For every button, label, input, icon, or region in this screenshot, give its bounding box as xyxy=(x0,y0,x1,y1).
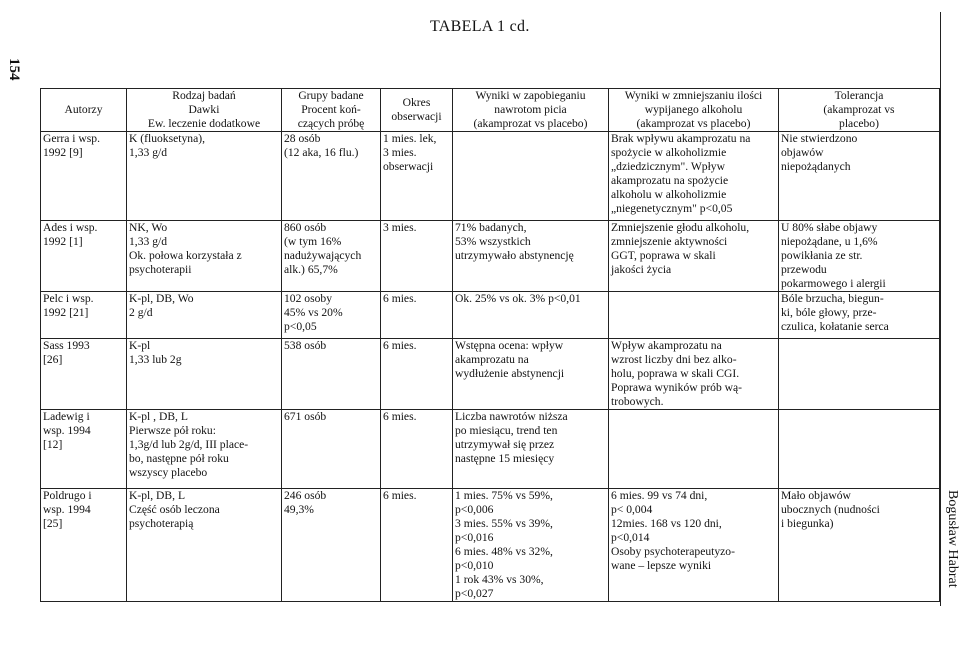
cell-relapse-results xyxy=(453,410,609,489)
table-caption: TABELA 1 cd. xyxy=(430,18,530,35)
cell-line: 1,33 g/d xyxy=(129,146,168,159)
cell-line: pokarmowego i alergii xyxy=(781,277,886,290)
cell-line: utrzymywał się przez xyxy=(455,438,555,451)
cell-line: K-pl xyxy=(129,339,151,352)
header-line: Tolerancja xyxy=(834,89,884,102)
cell-line: wsp. 1994 xyxy=(43,503,91,516)
cell-consumption-results xyxy=(609,132,779,221)
cell-line: 71% badanych, xyxy=(455,221,527,234)
margin-rule xyxy=(940,12,941,606)
header-line: Dawki xyxy=(188,103,220,116)
cell-observation xyxy=(381,221,453,292)
cell-tolerance xyxy=(779,292,940,339)
cell-study-type xyxy=(127,489,282,602)
cell-relapse-results xyxy=(453,132,609,221)
table-row xyxy=(41,221,940,292)
cell-line: Mało objawów xyxy=(781,489,851,502)
cell-line: czulica, kołatanie serca xyxy=(781,320,889,333)
cell-study-type xyxy=(127,292,282,339)
cell-line: wszyscy placebo xyxy=(129,466,208,479)
cell-line: ubocznych (nudności xyxy=(781,503,880,516)
cell-study-type xyxy=(127,339,282,410)
cell-groups xyxy=(282,489,381,602)
cell-line: wzrost liczby dni bez alko- xyxy=(611,353,737,366)
cell-line: [26] xyxy=(43,353,63,366)
cell-line: 1 rok 43% vs 30%, xyxy=(455,573,544,586)
cell-line: p< 0,004 xyxy=(611,503,653,516)
cell-line: NK, Wo xyxy=(129,221,168,234)
cell-line: wsp. 1994 xyxy=(43,424,91,437)
table-body xyxy=(41,132,940,602)
cell-groups xyxy=(282,292,381,339)
cell-line: p<0,014 xyxy=(611,531,650,544)
cell-groups xyxy=(282,339,381,410)
cell-line: 3 mies. 55% vs 39%, xyxy=(455,517,553,530)
header-line: Grupy badane xyxy=(298,89,364,102)
cell-line: Wstępna ocena: wpływ xyxy=(455,339,564,352)
acamprosate-studies-table xyxy=(40,88,940,602)
cell-line: K (fluoksetyna), xyxy=(129,132,205,145)
cell-line: Pelc i wsp. xyxy=(43,292,94,305)
cell-groups xyxy=(282,132,381,221)
cell-observation xyxy=(381,410,453,489)
cell-line: p<0,010 xyxy=(455,559,494,572)
header-line: Okres xyxy=(402,96,431,109)
cell-line: „dziedzicznym". Wpływ xyxy=(611,160,725,173)
table-row xyxy=(41,410,940,489)
cell-line: Sass 1993 xyxy=(43,339,90,352)
cell-line: psychoterapią xyxy=(129,517,194,530)
cell-line: powikłania ze str. xyxy=(781,249,863,262)
header-line: Procent koń- xyxy=(301,103,361,116)
cell-line: Ades i wsp. xyxy=(43,221,98,234)
cell-line: psychoterapii xyxy=(129,263,192,276)
column-header-consumption-results xyxy=(609,89,779,132)
cell-groups xyxy=(282,221,381,292)
cell-line: Ok. połowa korzystała z xyxy=(129,249,242,262)
cell-line: „niegenetycznym" p<0,05 xyxy=(611,202,733,215)
cell-line: objawów xyxy=(781,146,824,159)
cell-line: 3 mies. xyxy=(383,221,417,234)
page-number-container xyxy=(6,18,44,81)
cell-tolerance xyxy=(779,339,940,410)
cell-line: Poprawa wyników prób wą- xyxy=(611,381,743,394)
cell-tolerance xyxy=(779,132,940,221)
cell-line: 12mies. 168 vs 120 dni, xyxy=(611,517,722,530)
cell-line: spożycie w alkoholizmie xyxy=(611,146,727,159)
cell-line: K-pl , DB, L xyxy=(129,410,188,423)
cell-line: (w tym 16% xyxy=(284,235,342,248)
cell-line: 6 mies. xyxy=(383,292,417,305)
cell-line: 2 g/d xyxy=(129,306,153,319)
cell-line: K-pl, DB, Wo xyxy=(129,292,194,305)
cell-line: alkoholu w alkoholizmie xyxy=(611,188,727,201)
header-line: (akamprozat vs xyxy=(823,103,895,116)
table-row xyxy=(41,489,940,602)
cell-line: akamprozatu na xyxy=(455,353,529,366)
cell-line: trobowych. xyxy=(611,395,664,408)
column-header-relapse-results xyxy=(453,89,609,132)
column-header-groups xyxy=(282,89,381,132)
cell-line: alk.) 65,7% xyxy=(284,263,338,276)
cell-line: Bóle brzucha, biegun- xyxy=(781,292,884,305)
cell-observation xyxy=(381,339,453,410)
cell-line: Pierwsze pół roku: xyxy=(129,424,216,437)
cell-line: 1992 [1] xyxy=(43,235,83,248)
table-row xyxy=(41,292,940,339)
column-header-authors xyxy=(41,89,127,132)
cell-line: 49,3% xyxy=(284,503,314,516)
cell-line: Ok. 25% vs ok. 3% p<0,01 xyxy=(455,292,581,305)
cell-line: 671 osób xyxy=(284,410,327,423)
running-head-author: Bogusław Habrat xyxy=(945,490,960,588)
cell-line: 1992 [21] xyxy=(43,306,89,319)
cell-line: 6 mies. xyxy=(383,339,417,352)
cell-line: 6 mies. xyxy=(383,410,417,423)
header-line: wypijanego alkoholu xyxy=(644,103,743,116)
cell-line: niepożądane, u 1,6% xyxy=(781,235,878,248)
cell-line: 45% vs 20% xyxy=(284,306,343,319)
cell-line: 1 mies. lek, xyxy=(383,132,437,145)
cell-line: U 80% słabe objawy xyxy=(781,221,878,234)
cell-relapse-results xyxy=(453,292,609,339)
cell-line: utrzymywało abstynencję xyxy=(455,249,574,262)
cell-authors xyxy=(41,410,127,489)
cell-authors xyxy=(41,489,127,602)
cell-observation xyxy=(381,489,453,602)
header-line: (akamprozat vs placebo) xyxy=(636,117,751,130)
header-line: placebo) xyxy=(839,117,879,130)
page-number: 154 xyxy=(6,58,22,81)
header-line: Wyniki w zapobieganiu xyxy=(475,89,586,102)
cell-line: 1,33 g/d xyxy=(129,235,168,248)
cell-line: Zmniejszenie głodu alkoholu, xyxy=(611,221,750,234)
header-line: czących próbę xyxy=(297,117,365,130)
cell-study-type xyxy=(127,410,282,489)
cell-line: niepożądanych xyxy=(781,160,851,173)
cell-observation xyxy=(381,292,453,339)
header-line: (akamprozat vs placebo) xyxy=(473,117,588,130)
cell-line: holu, poprawa w skali CGI. xyxy=(611,367,740,380)
cell-line: 6 mies. 48% vs 32%, xyxy=(455,545,553,558)
cell-line: Gerra i wsp. xyxy=(43,132,100,145)
header-line: nawrotom picia xyxy=(494,103,567,116)
cell-consumption-results xyxy=(609,292,779,339)
cell-authors xyxy=(41,221,127,292)
cell-tolerance xyxy=(779,489,940,602)
header-line: obserwacji xyxy=(391,110,442,123)
cell-line: 1 mies. 75% vs 59%, xyxy=(455,489,553,502)
cell-line: 6 mies. xyxy=(383,489,417,502)
cell-line: 1,3g/d lub 2g/d, III place- xyxy=(129,438,249,451)
cell-authors xyxy=(41,292,127,339)
cell-relapse-results xyxy=(453,339,609,410)
cell-line: 1,33 lub 2g xyxy=(129,353,182,366)
cell-line: przewodu xyxy=(781,263,827,276)
cell-line: Osoby psychoterapeutyzo- xyxy=(611,545,735,558)
cell-groups xyxy=(282,410,381,489)
table-row xyxy=(41,132,940,221)
cell-line: wane – lepsze wyniki xyxy=(611,559,712,572)
cell-line: po miesiącu, trend ten xyxy=(455,424,558,437)
cell-line: p<0,006 xyxy=(455,503,494,516)
cell-line: 3 mies. xyxy=(383,146,417,159)
cell-line: 538 osób xyxy=(284,339,327,352)
cell-authors xyxy=(41,132,127,221)
header-line: Rodzaj badań xyxy=(172,89,236,102)
cell-line: 28 osób xyxy=(284,132,321,145)
cell-line: wydłużenie abstynencji xyxy=(455,367,565,380)
header-line: Wyniki w zmniejszaniu ilości xyxy=(624,89,763,102)
cell-line: [25] xyxy=(43,517,63,530)
cell-consumption-results xyxy=(609,339,779,410)
running-head-container xyxy=(945,490,960,610)
cell-line: Ladewig i xyxy=(43,410,90,423)
cell-authors xyxy=(41,339,127,410)
cell-study-type xyxy=(127,132,282,221)
cell-line: nadużywających xyxy=(284,249,362,262)
cell-tolerance xyxy=(779,410,940,489)
cell-consumption-results xyxy=(609,489,779,602)
cell-line: Nie stwierdzono xyxy=(781,132,858,145)
cell-line: akamprozatu na spożycie xyxy=(611,174,729,187)
table-header-row xyxy=(41,89,940,132)
column-header-observation xyxy=(381,89,453,132)
cell-line: Poldrugo i xyxy=(43,489,92,502)
cell-line: 860 osób xyxy=(284,221,327,234)
cell-line: jakości życia xyxy=(611,263,672,276)
column-header-tolerance xyxy=(779,89,940,132)
header-line: Ew. leczenie dodatkowe xyxy=(147,117,261,130)
cell-relapse-results xyxy=(453,221,609,292)
cell-line: p<0,05 xyxy=(284,320,317,333)
cell-line: ki, bóle głowy, prze- xyxy=(781,306,877,319)
cell-line: GGT, poprawa w skali xyxy=(611,249,716,262)
cell-line: p<0,016 xyxy=(455,531,494,544)
cell-relapse-results xyxy=(453,489,609,602)
cell-line: Brak wpływu akamprozatu na xyxy=(611,132,751,145)
table-row xyxy=(41,339,940,410)
cell-line: 53% wszystkich xyxy=(455,235,531,248)
cell-line: [12] xyxy=(43,438,63,451)
cell-line: następne 15 miesięcy xyxy=(455,452,555,465)
cell-line: 6 mies. 99 vs 74 dni, xyxy=(611,489,708,502)
cell-line: bo, następne pół roku xyxy=(129,452,229,465)
cell-line: (12 aka, 16 flu.) xyxy=(284,146,359,159)
cell-line: Wpływ akamprozatu na xyxy=(611,339,722,352)
cell-consumption-results xyxy=(609,410,779,489)
cell-line: Część osób leczona xyxy=(129,503,220,516)
cell-line: Liczba nawrotów niższa xyxy=(455,410,568,423)
cell-line: 246 osób xyxy=(284,489,327,502)
cell-line: p<0,027 xyxy=(455,587,494,600)
cell-line: K-pl, DB, L xyxy=(129,489,186,502)
cell-line: 1992 [9] xyxy=(43,146,83,159)
header-line: Autorzy xyxy=(64,103,103,116)
cell-study-type xyxy=(127,221,282,292)
cell-line: obserwacji xyxy=(383,160,434,173)
cell-line: zmniejszenie aktywności xyxy=(611,235,728,248)
column-header-study-type xyxy=(127,89,282,132)
cell-line: 102 osoby xyxy=(284,292,332,305)
cell-consumption-results xyxy=(609,221,779,292)
cell-observation xyxy=(381,132,453,221)
cell-line: i biegunka) xyxy=(781,517,834,530)
cell-tolerance xyxy=(779,221,940,292)
